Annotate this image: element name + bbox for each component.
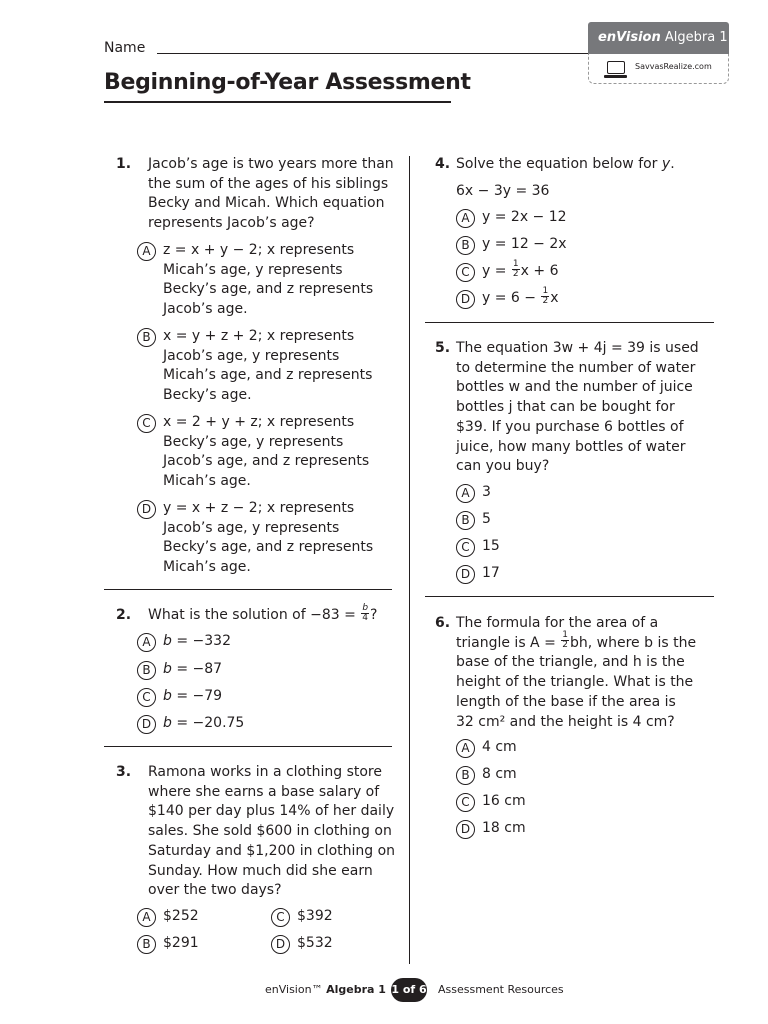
choice-bubble-c[interactable]: C xyxy=(456,263,475,282)
option-line: y = x + z − 2; x represents xyxy=(163,500,355,516)
question-line: bottles w and the number of juice xyxy=(456,379,693,396)
fraction: $\frac{1}{2}$ xyxy=(512,258,519,279)
question-separator xyxy=(425,322,714,323)
question-number: 2. xyxy=(116,607,132,623)
question-5 xyxy=(435,339,725,589)
option-text: 5 xyxy=(482,511,491,527)
question-number: 6. xyxy=(435,615,451,631)
choice-bubble-b[interactable]: B xyxy=(456,236,475,255)
choice-bubble-c[interactable]: C xyxy=(456,538,475,557)
question-line: represents Jacob’s age? xyxy=(148,215,315,232)
question-line: sales. She sold $600 in clothing on xyxy=(148,823,392,840)
question-line: juice, how many bottles of water xyxy=(456,438,686,455)
option-line: Jacob’s age, y represents xyxy=(163,519,340,536)
option-text: y = 12 − 2x xyxy=(482,236,567,252)
option-text: y = $\frac{1}{2}$ x + 6 xyxy=(482,258,559,279)
column-divider xyxy=(409,156,410,964)
question-line: triangle is A = $\frac{1}{2}$ bh, where b is the xyxy=(456,630,697,651)
option-text: b = −332 xyxy=(163,633,231,649)
question-line: Ramona works in a clothing store xyxy=(148,764,382,780)
option-line: Becky’s age, y represents xyxy=(163,433,344,450)
question-line: Jacob’s age is two years more than xyxy=(148,156,394,172)
choice-bubble-d[interactable]: D xyxy=(456,565,475,584)
choice-bubble-d[interactable]: D xyxy=(137,715,156,734)
question-line xyxy=(148,602,378,626)
option-line: Jacob’s age, and z represents xyxy=(163,453,370,470)
question-line: base of the triangle, and h is the xyxy=(456,654,685,671)
question-line: Becky and Micah. Which equation xyxy=(148,195,385,212)
question-line: Solve the equation below for y. xyxy=(456,156,675,172)
option-line: Micah’s age, y represents xyxy=(163,261,343,278)
name-label: Name xyxy=(104,40,146,56)
choice-bubble-b[interactable]: B xyxy=(137,935,156,954)
option-line: Micah’s age. xyxy=(163,559,251,576)
question-separator xyxy=(104,589,392,590)
choice-bubble-b[interactable]: B xyxy=(137,328,156,347)
option-line: x = 2 + y + z; x represents xyxy=(163,414,355,430)
option-text: 15 xyxy=(482,538,500,554)
question-line: 32 cm² and the height is 4 cm? xyxy=(456,713,675,730)
option-text: b = −79 xyxy=(163,688,223,704)
footer-brand: enVision™ Algebra 1 xyxy=(265,983,386,996)
choice-bubble-d[interactable]: D xyxy=(456,290,475,309)
laptop-icon xyxy=(607,61,625,74)
choice-bubble-d[interactable]: D xyxy=(456,820,475,839)
question-suffix: ? xyxy=(370,607,378,623)
choice-bubble-d[interactable]: D xyxy=(271,935,290,954)
choice-bubble-a[interactable]: A xyxy=(456,739,475,758)
choice-bubble-a[interactable]: A xyxy=(456,209,475,228)
question-line: where she earns a base salary of xyxy=(148,783,380,800)
fraction-numerator: b xyxy=(362,602,369,613)
question-line: length of the base if the area is xyxy=(456,693,676,710)
option-text: b = −87 xyxy=(163,661,223,677)
choice-bubble-c[interactable]: C xyxy=(271,908,290,927)
title-underline xyxy=(104,101,451,103)
choice-bubble-b[interactable]: B xyxy=(137,661,156,680)
question-line: $39. If you purchase 6 bottles of xyxy=(456,418,684,435)
page-number-badge: 1 of 6 xyxy=(391,978,427,1002)
option-text: $291 xyxy=(163,935,199,951)
question-line: Saturday and $1,200 in clothing on xyxy=(148,842,396,859)
option-line: Becky’s age, and z represents xyxy=(163,539,374,556)
option-text: $252 xyxy=(163,908,199,924)
option-text: $392 xyxy=(297,908,333,924)
name-field-line[interactable] xyxy=(157,53,588,54)
question-line: The formula for the area of a xyxy=(456,615,659,631)
option-text: y = 6 − $\frac{1}{2}$ x xyxy=(482,285,559,306)
option-line: z = x + y − 2; x represents xyxy=(163,242,355,258)
question-line: $140 per day plus 14% of her daily xyxy=(148,803,395,820)
question-line: can you buy? xyxy=(456,458,550,475)
option-text: 3 xyxy=(482,484,491,500)
question-number: 5. xyxy=(435,340,451,356)
question-line: Sunday. How much did she earn xyxy=(148,862,373,879)
option-line: Micah’s age. xyxy=(163,473,251,490)
choice-bubble-c[interactable]: C xyxy=(137,414,156,433)
option-text: 8 cm xyxy=(482,766,517,782)
option-text: 16 cm xyxy=(482,793,526,809)
brand-banner xyxy=(588,22,729,54)
choice-bubble-c[interactable]: C xyxy=(456,793,475,812)
option-line: x = y + z + 2; x represents xyxy=(163,328,355,344)
question-line: bottles j that can be bought for xyxy=(456,399,675,416)
question-3 xyxy=(116,763,406,958)
option-text: 17 xyxy=(482,565,500,581)
page-footer xyxy=(0,978,768,1002)
question-6 xyxy=(435,614,725,844)
site-box xyxy=(588,54,729,84)
choice-bubble-c[interactable]: C xyxy=(137,688,156,707)
choice-bubble-a[interactable]: A xyxy=(137,242,156,261)
option-line: Jacob’s age. xyxy=(163,301,248,318)
option-line: Becky’s age. xyxy=(163,387,252,404)
choice-bubble-a[interactable]: A xyxy=(137,908,156,927)
page-title: Beginning-of-Year Assessment xyxy=(104,70,471,95)
choice-bubble-a[interactable]: A xyxy=(456,484,475,503)
question-4 xyxy=(435,155,725,315)
question-line: The equation 3w + 4j = 39 is used xyxy=(456,340,699,356)
fraction xyxy=(361,604,369,623)
choice-bubble-b[interactable]: B xyxy=(456,766,475,785)
question-line: to determine the number of water xyxy=(456,359,696,376)
question-line: over the two days? xyxy=(148,882,282,899)
question-number: 4. xyxy=(435,156,451,172)
question-line: height of the triangle. What is the xyxy=(456,674,694,691)
option-text: $532 xyxy=(297,935,333,951)
equation: 6x − 3y = 36 xyxy=(456,183,550,199)
question-number: 3. xyxy=(116,764,132,780)
choice-bubble-a[interactable]: A xyxy=(137,633,156,652)
question-1 xyxy=(116,155,406,575)
option-line: Micah’s age, and z represents xyxy=(163,367,373,384)
question-prefix: What is the solution of −83 = xyxy=(148,607,356,623)
site-url: SavvasRealize.com xyxy=(635,62,712,71)
brand-vision: Vision xyxy=(616,30,661,45)
option-text: y = 2x − 12 xyxy=(482,209,567,225)
option-text: b = −20.75 xyxy=(163,715,245,731)
option-text: 4 cm xyxy=(482,739,517,755)
question-separator xyxy=(104,746,392,747)
fraction: $\frac{1}{2}$ xyxy=(542,285,549,306)
fraction-denominator: 4 xyxy=(362,612,369,623)
footer-section: Assessment Resources xyxy=(438,983,564,996)
brand-en: en xyxy=(598,30,617,45)
choice-bubble-b[interactable]: B xyxy=(456,511,475,530)
option-line: Jacob’s age, y represents xyxy=(163,347,340,364)
option-line: Becky’s age, and z represents xyxy=(163,281,374,298)
envision-badge xyxy=(588,22,729,84)
question-separator xyxy=(425,596,714,597)
question-line: the sum of the ages of his siblings xyxy=(148,175,389,192)
question-number: 1. xyxy=(116,156,132,172)
brand-product: Algebra 1 xyxy=(664,30,728,45)
option-text: 18 cm xyxy=(482,820,526,836)
fraction: $\frac{1}{2}$ xyxy=(562,630,569,651)
question-2 xyxy=(116,602,406,736)
choice-bubble-d[interactable]: D xyxy=(137,500,156,519)
